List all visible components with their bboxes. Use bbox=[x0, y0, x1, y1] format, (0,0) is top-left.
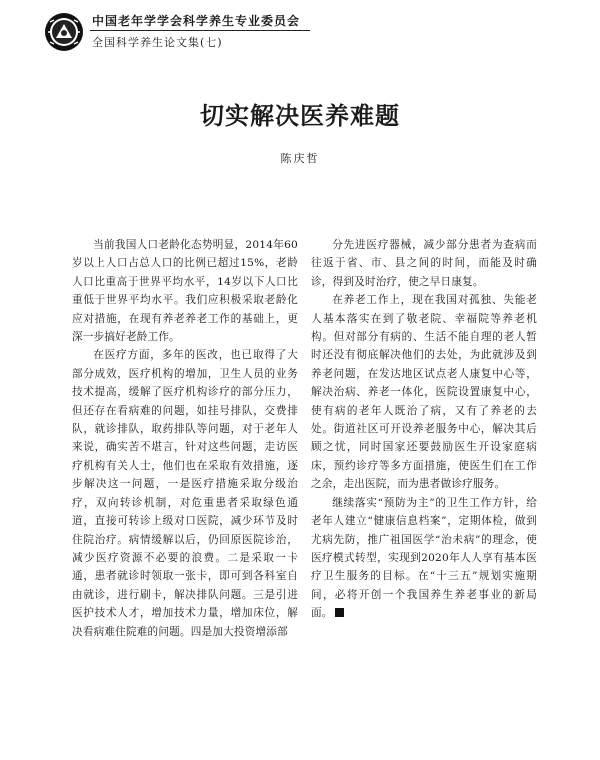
right-column bbox=[311, 236, 537, 623]
organization-emblem-icon bbox=[44, 12, 84, 52]
paragraph: 在医疗方面，多年的医改，也已取得了大部分成效，医疗机构的增加，卫生人员的业务技术提高，缓解了医疗机构诊疗的部分压力，但还存在看病难的问题，如挂号排队，交费排队，就诊排队，取药排队等问题，对于老年人来说，确实苦不堪言，针对这些问题，走访医疗机构有关人士，他们也在采取有效措施，逐步解决这一问题，一是医疗措施采取分级治疗，双向转诊机制，对危重患者采取绿色通道，直接可转诊上级对口医院，减少环节及时住院治疗。病情缓解以后，仍回原医院诊治，减少医疗资源不必要的浪费。二是采取一卡通，患者就诊时领取一张卡，即可到各科室自由就诊，进行刷卡，解决排队问题。三是引进医护技术人才，增加技术力量，增加床位，解决看病难住院难的问题。四是加大投资增添部 bbox=[72, 349, 298, 638]
left-column bbox=[72, 236, 298, 641]
series-title: 全国科学养生论文集(七) bbox=[92, 36, 223, 49]
header-divider bbox=[90, 30, 310, 31]
paragraph-text: 继续落实“预防为主”的卫生工作方针，给老年人建立“健康信息档案”，定期体检，做到尤病先防，推广祖国医学“治未病”的理念，使医疗模式转型，实现到2020年人人享有基本医疗卫生服务的目标。在“十三五”规划实施期间，必将开创一个我国养生养老事业的新局面。 bbox=[311, 496, 537, 620]
article-title: 切实解决医养难题 bbox=[200, 101, 400, 130]
paragraph: 在养老工作上，现在我国对孤独、失能老人基本落实在到了敬老院、幸福院等养老机构。但对部分有病的、生活不能自理的老人暂时还没有彻底解决他们的去处，为此就涉及到养老问题，在发达地区试点老人康复中心等，解决治病、养老一体化，医院设置康复中心，使有病的老年人既治了病，又有了养老的去处。街道社区可开设养老服务中心，解决其后顾之忧，同时国家还要鼓励医生开设家庭病床，预约诊疗等多方面措施，使医生们在工作之余，走出医院，而为患者做诊疗服务。 bbox=[311, 294, 537, 491]
paragraph-final bbox=[311, 494, 537, 623]
organization-name: 中国老年学学会科学养生专业委员会 bbox=[92, 14, 301, 28]
end-mark-icon bbox=[335, 608, 344, 617]
paragraph: 分先进医疗器械，减少部分患者为查病而往返于省、市、县之间的时间，而能及时确诊，得到及时治疗，使之早日康复。 bbox=[311, 239, 537, 288]
article-author: 陈庆哲 bbox=[280, 152, 320, 165]
paragraph: 当前我国人口老龄化态势明显，2014年60岁以上人口占总人口的比例已超过15%，老龄人口比重高于世界平均水平，14岁以下人口比重低于世界平均水平。我们应积极采取老龄化应对措施，在现有养老养老工作的基础上，更深一步搞好老龄工作。 bbox=[72, 239, 298, 344]
